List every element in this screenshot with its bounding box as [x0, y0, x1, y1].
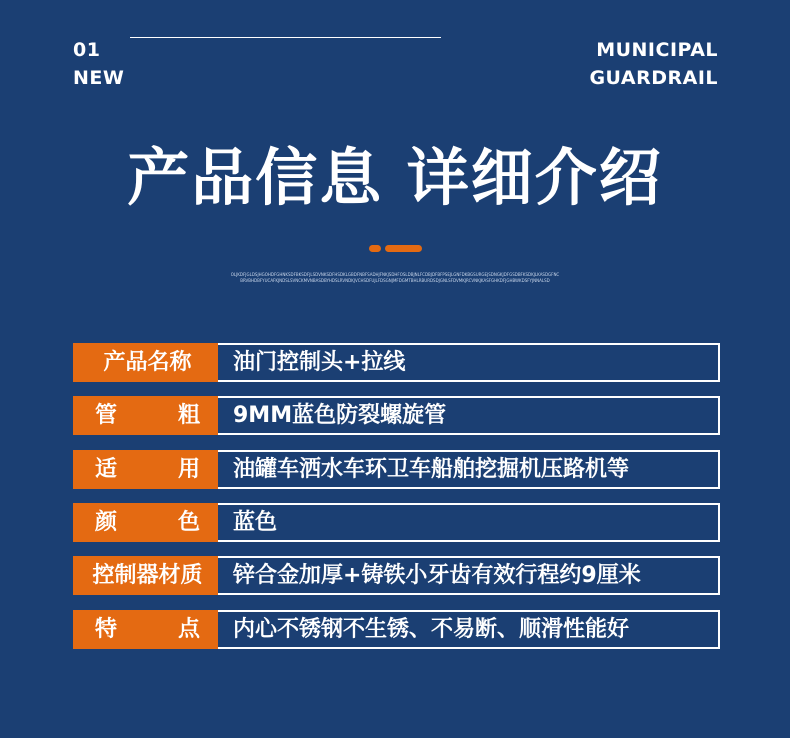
section-tag: NEW [73, 67, 125, 89]
decorative-fine-print: OLJKDFJGLDSJHGOHDFGHNKSDFBKSDFJLSDVNKSDFHSDKLGBDFNBFSADHJFNKJSDHFOSLDBJNLFCDBJDFBFPSEJLGNFDKBGSURGEJSDNGKJDFGSDBFKSDKJLKASDGFNCBRVBHDBFYUCAFKJNDSLSVNCKMVNBASDBYHDSLRVNDKJVCHSDFUJLFDSGNJMFDGMTBHLRBURDSDJGNLSFDVMKJRCVNKJKASFGHKDFJGHBWKDSFYJNNALSD [230, 272, 560, 283]
spec-label-char: 粗 [177, 403, 200, 428]
accent-dash [385, 245, 422, 252]
spec-label [73, 450, 218, 489]
spec-value: 9MM蓝色防裂螺旋管 [218, 396, 720, 435]
spec-row-features [73, 610, 720, 649]
spec-label-char: 颜 [95, 510, 118, 535]
spec-label [73, 503, 218, 542]
spec-label [73, 610, 218, 649]
spec-value: 蓝色 [218, 503, 720, 542]
spec-label: 控制器材质 [73, 556, 218, 595]
spec-label [73, 396, 218, 435]
header-left-label [73, 36, 124, 92]
header-divider-line [130, 37, 441, 38]
spec-row-material [73, 556, 720, 595]
header-right-line2: GUARDRAIL [589, 67, 718, 89]
spec-row-tube [73, 396, 720, 435]
spec-label-char: 色 [177, 510, 200, 535]
spec-label: 产品名称 [73, 343, 218, 382]
accent-dot [369, 245, 381, 252]
spec-row-application [73, 450, 720, 489]
spec-label-char: 适 [95, 457, 118, 482]
spec-label-char: 特 [95, 617, 118, 642]
section-number: 01 [73, 39, 101, 61]
spec-value: 油罐车洒水车环卫车船舶挖掘机压路机等 [218, 450, 720, 489]
spec-row-product-name [73, 343, 720, 382]
spec-value: 内心不锈钢不生锈、不易断、顺滑性能好 [218, 610, 720, 649]
header-right-line1: MUNICIPAL [596, 39, 718, 61]
page-title: 产品信息 详细介绍 [127, 141, 663, 214]
spec-label-char: 点 [177, 617, 200, 642]
spec-label-char: 用 [177, 457, 200, 482]
header-right-label [589, 36, 718, 92]
spec-value: 油门控制头+拉线 [218, 343, 720, 382]
spec-row-color [73, 503, 720, 542]
spec-label-char: 管 [95, 403, 118, 428]
spec-value: 锌合金加厚+铸铁小牙齿有效行程约9厘米 [218, 556, 720, 595]
